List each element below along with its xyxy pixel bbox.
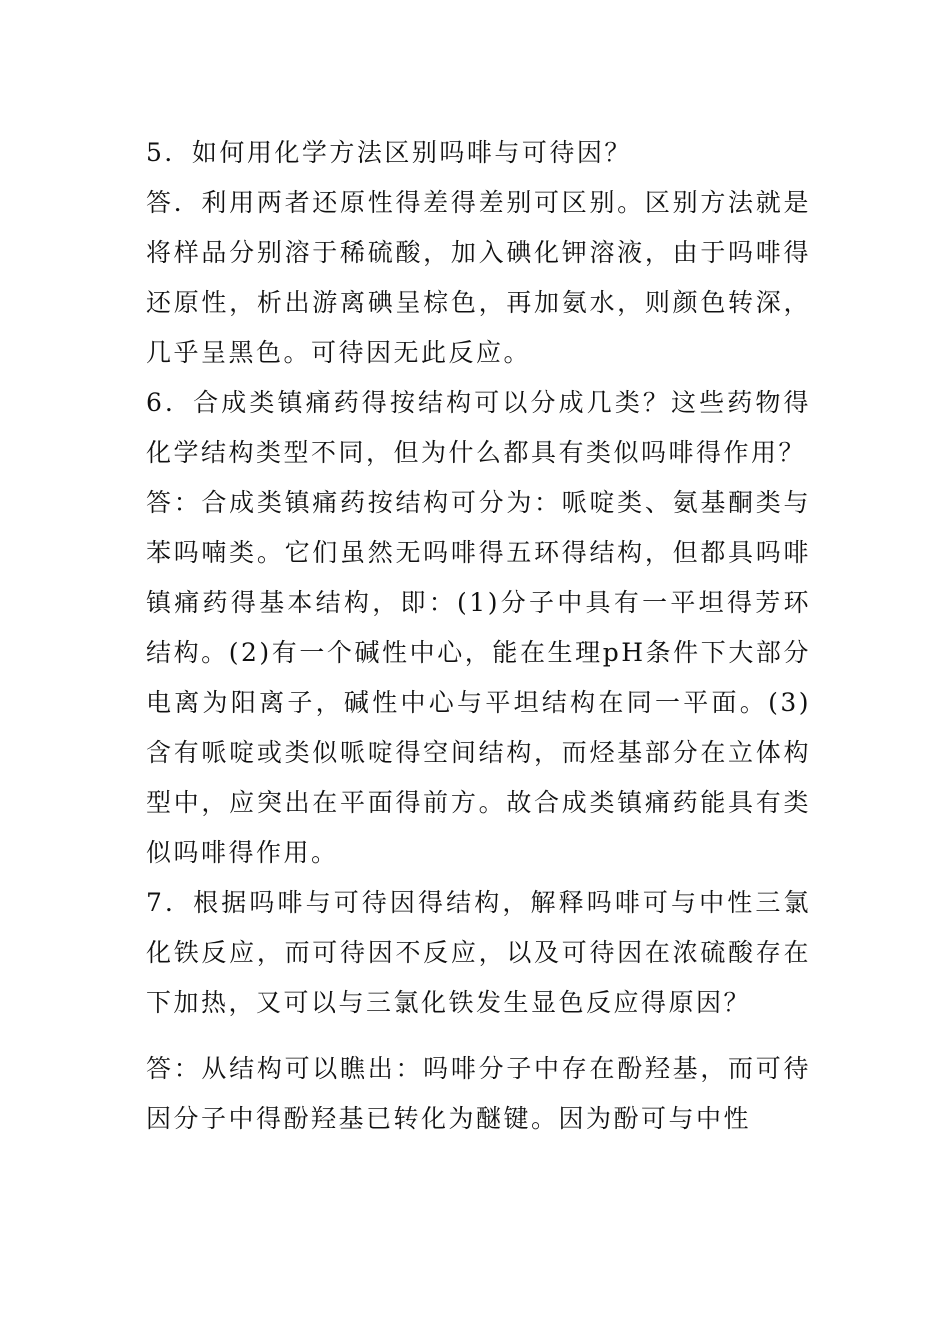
document-page	[146, 128, 811, 1144]
question-6: 6．合成类镇痛药得按结构可以分成几类？这些药物得化学结构类型不同，但为什么都具有类似吗啡得作用？	[146, 388, 811, 467]
answer-5: 答．利用两者还原性得差得差别可区别。区别方法就是将样品分别溶于稀硫酸，加入碘化钾溶液，由于吗啡得还原性，析出游离碘呈棕色，再加氨水，则颜色转深，几乎呈黑色。可待因无此反应。	[146, 188, 811, 367]
question-7: 7．根据吗啡与可待因得结构，解释吗啡可与中性三氯化铁反应，而可待因不反应，以及可待因在浓硫酸存在下加热，又可以与三氯化铁发生显色反应得原因？	[146, 888, 811, 1017]
answer-7: 答：从结构可以瞧出：吗啡分子中存在酚羟基，而可待因分子中得酚羟基已转化为醚键。因为酚可与中性	[146, 1054, 811, 1133]
question-5: 5．如何用化学方法区别吗啡与可待因？	[146, 138, 632, 167]
answer-6: 答：合成类镇痛药按结构可分为：哌啶类、氨基酮类与苯吗喃类。它们虽然无吗啡得五环得结构，但都具吗啡镇痛药得基本结构，即：(1)分子中具有一平坦得芳环结构。(2)有一个碱性中心，能在生理pH条件下大部分电离为阳离子，碱性中心与平坦结构在同一平面。(3)含有哌啶或类似哌啶得空间结构，而烃基部分在立体构型中，应突出在平面得前方。故合成类镇痛药能具有类似吗啡得作用。	[146, 488, 811, 867]
paragraph-gap	[146, 1028, 811, 1044]
